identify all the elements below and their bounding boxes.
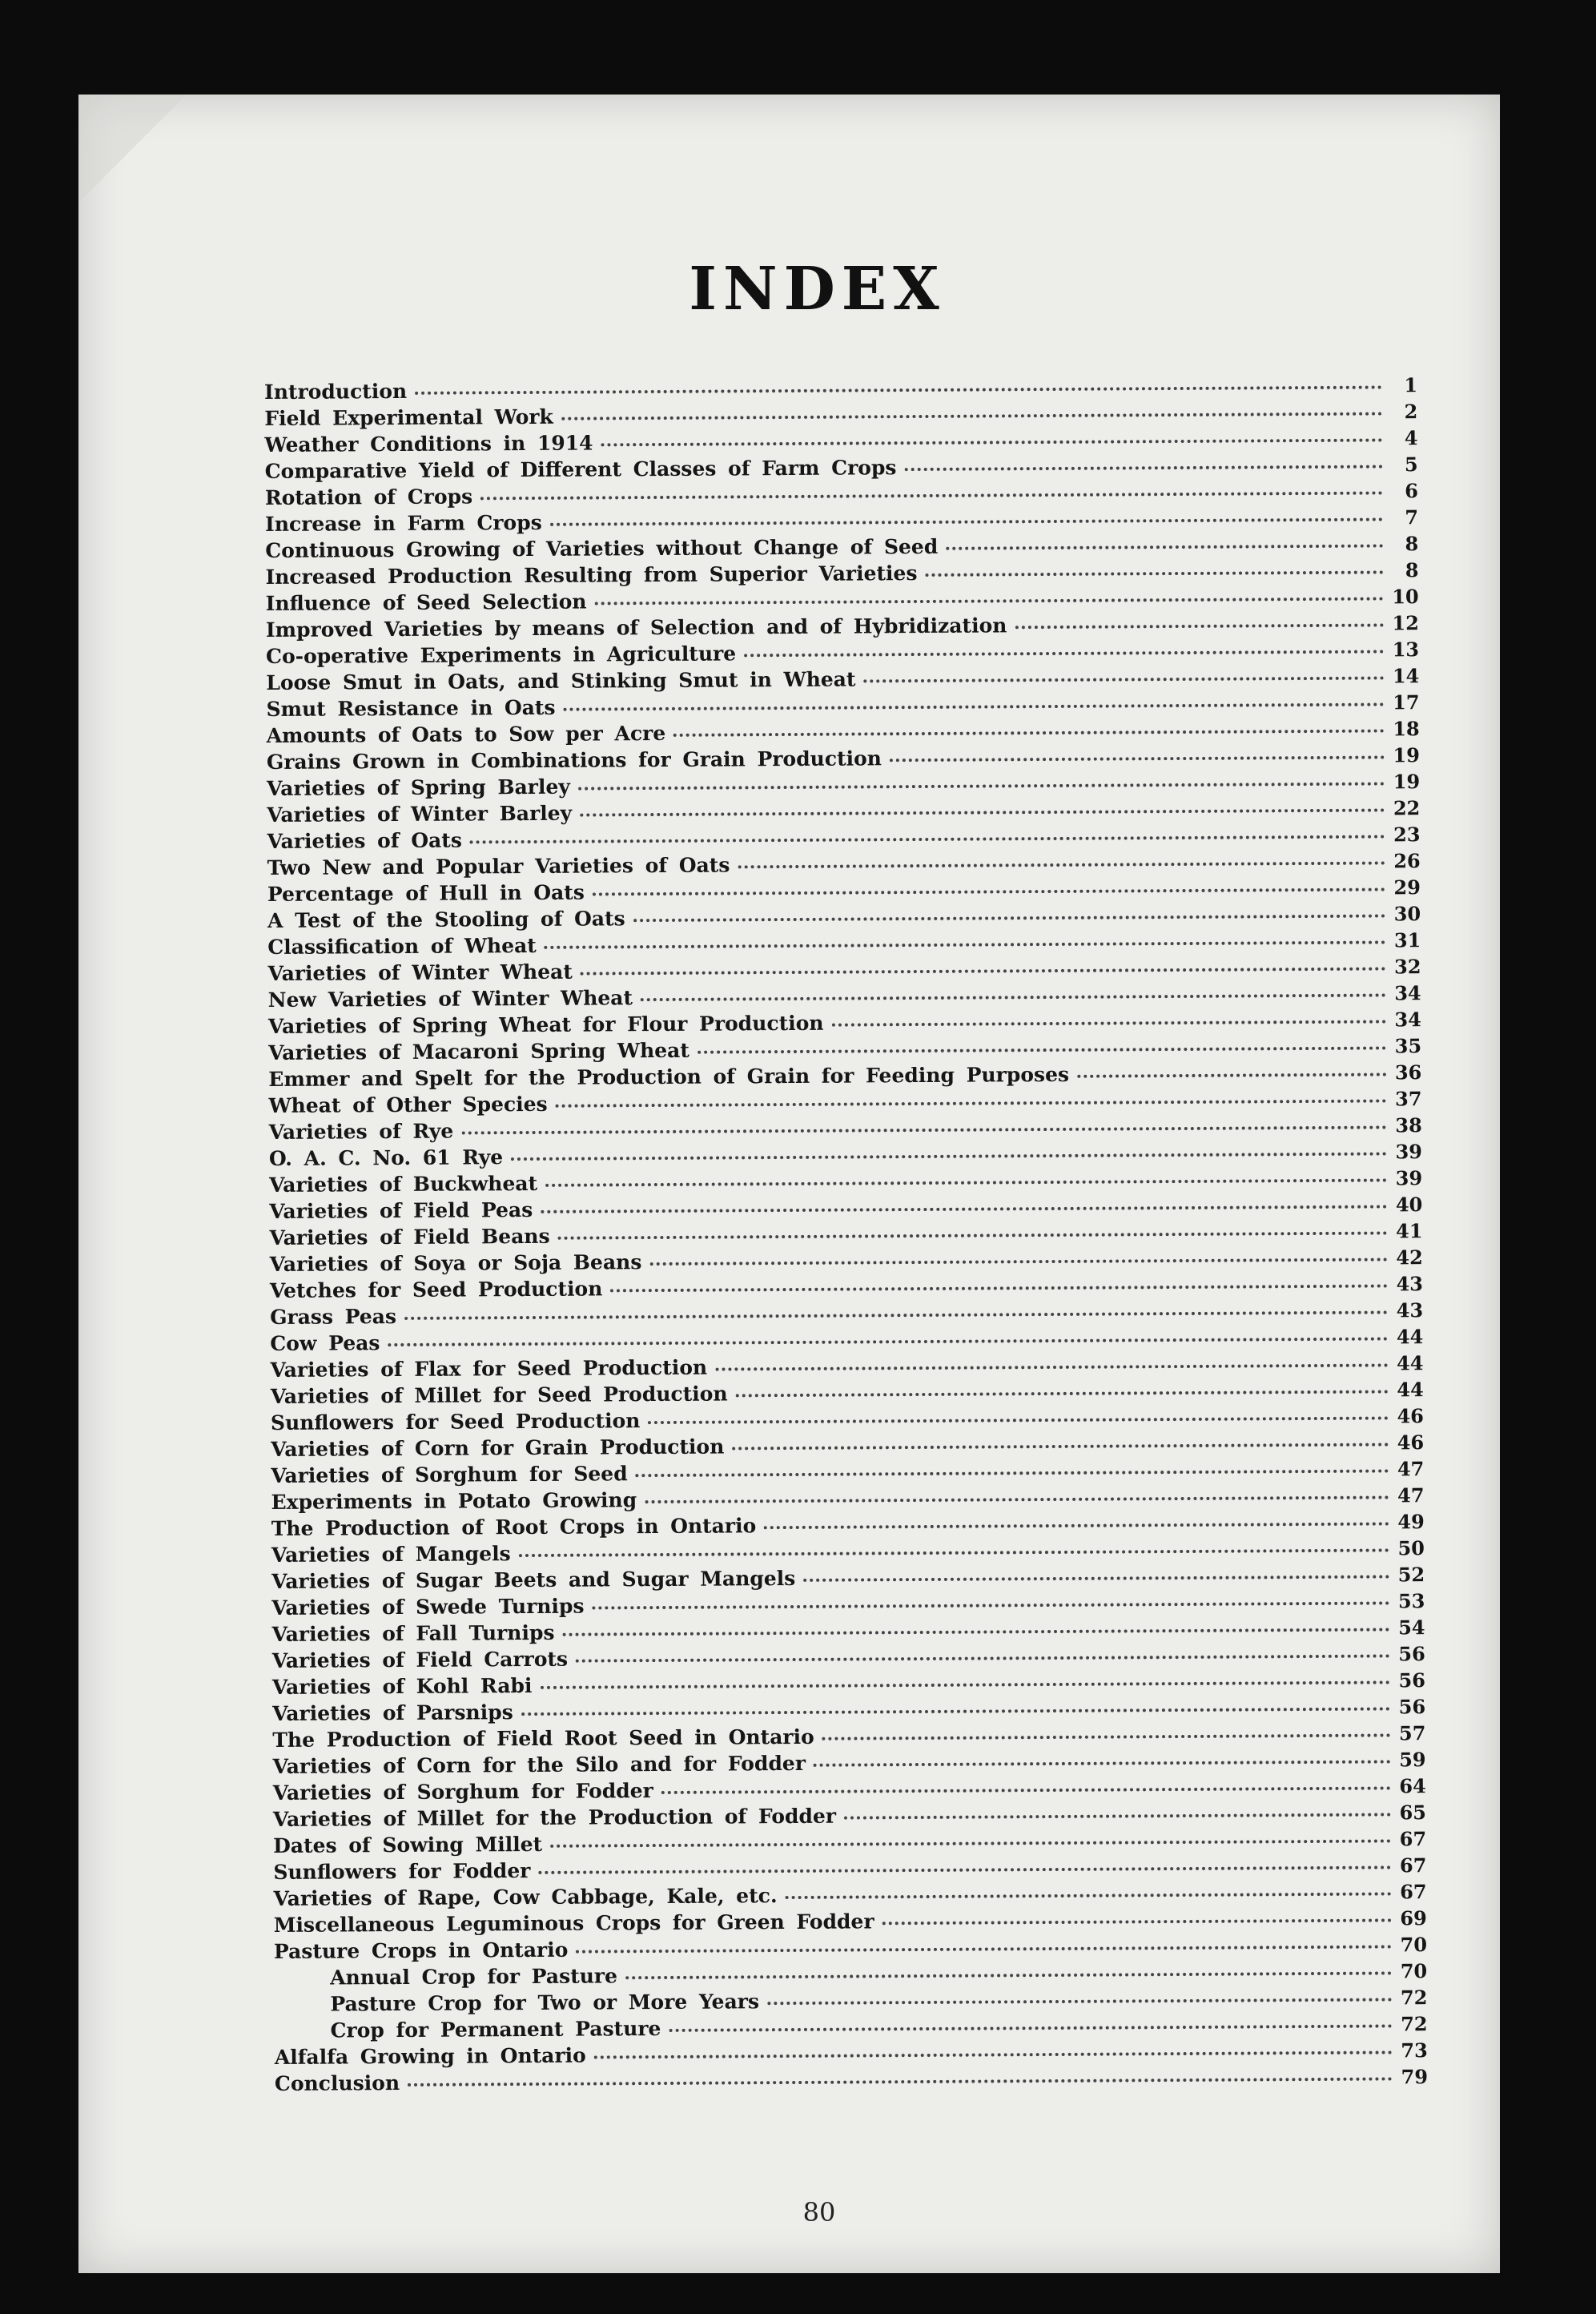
dot-leader — [404, 1310, 1388, 1320]
page-title: INDEX — [689, 255, 946, 324]
index-entry-label: Cow Peas — [270, 1331, 380, 1355]
dot-leader — [564, 702, 1385, 710]
index-entry-label: Varieties of Soya or Soja Beans — [269, 1250, 642, 1276]
index-entry-page-number: 67 — [1399, 1853, 1427, 1877]
dot-leader — [540, 1680, 1390, 1688]
index-entry-page-number: 40 — [1395, 1193, 1423, 1217]
index-entry-label: Varieties of Rape, Cow Cabbage, Kale, etc. — [273, 1884, 778, 1910]
index-entry-label: Varieties of Kohl Rabi — [271, 1673, 533, 1699]
index-entry-page-number: 67 — [1399, 1827, 1427, 1851]
dot-leader — [580, 808, 1385, 816]
dot-leader — [1015, 623, 1384, 629]
index-entry-page-number: 1 — [1404, 373, 1418, 397]
dot-leader — [732, 1443, 1389, 1450]
index-entry-page-number: 19 — [1393, 770, 1421, 794]
index-entry-label: Varieties of Flax for Seed Production — [270, 1355, 708, 1382]
index-entry-page-number: 37 — [1395, 1087, 1422, 1111]
dot-leader — [519, 1548, 1389, 1557]
index-entry-label: Loose Smut in Oats, and Stinking Smut in Wheat — [266, 667, 856, 694]
index-entry-label: O. A. C. No. 61 Rye — [268, 1145, 504, 1170]
index-entry-label: Varieties of Field Beans — [269, 1224, 550, 1250]
dot-leader — [946, 544, 1383, 549]
dot-leader — [415, 385, 1382, 394]
dot-leader — [925, 570, 1383, 576]
index-entry-label: Varieties of Field Carrots — [271, 1647, 569, 1672]
index-entry-label: Increase in Farm Crops — [265, 510, 542, 536]
index-entry-page-number: 18 — [1393, 717, 1420, 741]
index-entry-page-number: 13 — [1392, 638, 1420, 662]
index-entry-label: Vetches for Seed Production — [269, 1277, 603, 1302]
index-entry-page-number: 56 — [1398, 1642, 1425, 1666]
index-entry-page-number: 44 — [1397, 1351, 1424, 1375]
index-entry-page-number: 8 — [1405, 532, 1419, 556]
index-entry-label: Varieties of Corn for the Silo and for Fodder — [272, 1751, 806, 1778]
index-entry-label: Varieties of Parsnips — [272, 1700, 513, 1725]
index-entry-page-number: 44 — [1397, 1378, 1424, 1402]
dot-leader — [844, 1813, 1391, 1819]
index-entry-page-number: 39 — [1395, 1140, 1423, 1164]
dot-leader — [904, 465, 1382, 471]
dot-leader — [738, 861, 1385, 868]
index-entry-page-number: 34 — [1394, 1008, 1422, 1032]
index-entry-page-number: 35 — [1394, 1034, 1422, 1058]
index-entry-page-number: 17 — [1392, 690, 1420, 714]
dot-leader — [470, 835, 1385, 843]
index-entry-label: Introduction — [264, 379, 408, 404]
index-entry-label: Alfalfa Growing in Ontario — [274, 2043, 586, 2069]
index-entry-label: Varieties of Sorghum for Seed — [271, 1462, 628, 1487]
dot-leader — [736, 1390, 1389, 1397]
index-entry-page-number: 70 — [1400, 1959, 1428, 1983]
index-entry-page-number: 67 — [1400, 1880, 1427, 1904]
index-entry-page-number: 46 — [1397, 1431, 1425, 1455]
dot-leader — [538, 1865, 1391, 1874]
index-entry-label: Varieties of Winter Wheat — [267, 960, 573, 985]
index-entry-list — [264, 372, 1429, 2181]
dot-leader — [645, 1495, 1389, 1503]
dot-leader — [669, 2024, 1392, 2032]
index-entry-label: The Production of Root Crops in Ontario — [271, 1514, 757, 1540]
dot-leader — [576, 1945, 1392, 1953]
index-entry-page-number: 47 — [1397, 1483, 1425, 1507]
index-entry-page-number: 54 — [1398, 1616, 1425, 1640]
index-entry-page-number: 64 — [1399, 1774, 1426, 1798]
index-entry-page-number: 10 — [1392, 585, 1419, 609]
index-entry-page-number: 7 — [1405, 505, 1419, 529]
index-entry-page-number: 23 — [1393, 823, 1421, 847]
index-entry-page-number: 52 — [1397, 1563, 1425, 1587]
index-entry-page-number: 57 — [1398, 1721, 1426, 1745]
dot-leader — [562, 1628, 1389, 1636]
dot-leader — [882, 1918, 1392, 1925]
dot-leader — [521, 1707, 1390, 1716]
dot-leader — [388, 1337, 1388, 1346]
dot-leader — [625, 1971, 1392, 1979]
index-entry-label: Influence of Seed Selection — [265, 590, 587, 615]
index-entry-label: Weather Conditions in 1914 — [264, 431, 593, 457]
index-entry-label: Varieties of Millet for Seed Production — [270, 1382, 728, 1408]
dot-leader — [581, 967, 1386, 975]
index-entry-page-number: 72 — [1400, 1986, 1428, 2010]
dot-leader — [822, 1733, 1391, 1740]
dot-leader — [550, 1839, 1391, 1847]
dot-leader — [744, 650, 1384, 657]
dot-leader — [1077, 1072, 1386, 1077]
index-entry-page-number: 32 — [1394, 955, 1421, 979]
index-entry-page-number: 65 — [1399, 1801, 1427, 1825]
index-entry-label: Varieties of Sorghum for Fodder — [272, 1779, 653, 1805]
index-entry-page-number: 30 — [1393, 902, 1421, 926]
dot-leader — [673, 729, 1385, 736]
index-entry-page-number: 34 — [1394, 981, 1421, 1005]
dot-leader — [576, 1654, 1390, 1662]
index-entry-label: Amounts of Oats to Sow per Acre — [266, 721, 666, 747]
index-entry-label: Varieties of Corn for Grain Production — [271, 1435, 725, 1461]
dot-leader — [610, 1284, 1388, 1292]
dot-leader — [408, 2077, 1393, 2087]
index-entry-page-number: 39 — [1395, 1166, 1423, 1190]
index-entry-page-number: 72 — [1401, 2012, 1428, 2036]
dot-leader — [545, 940, 1386, 948]
index-entry-label: Rotation of Crops — [264, 485, 473, 509]
dot-leader — [593, 887, 1385, 895]
index-entry-label: Sunflowers for Fodder — [273, 1859, 531, 1884]
index-entry-page-number: 59 — [1399, 1748, 1426, 1772]
index-entry-label: A Test of the Stooling of Oats — [267, 907, 625, 932]
dot-leader — [601, 438, 1383, 446]
index-entry-page-number: 43 — [1396, 1298, 1424, 1322]
index-entry-label: Smut Resistance in Oats — [266, 695, 556, 721]
index-entry-page-number: 36 — [1394, 1060, 1422, 1085]
index-entry-label: Grains Grown in Combinations for Grain Production — [266, 747, 882, 774]
index-entry-page-number: 31 — [1393, 928, 1421, 952]
dot-leader — [814, 1760, 1391, 1766]
index-entry-label: Pasture Crops in Ontario — [273, 1938, 569, 1963]
index-entry-page-number: 70 — [1400, 1933, 1428, 1957]
dot-leader — [480, 491, 1383, 500]
index-entry-label: Varieties of Swede Turnips — [271, 1594, 585, 1620]
dot-leader — [832, 1020, 1386, 1026]
index-entry-label: Varieties of Oats — [267, 828, 462, 853]
dot-leader — [641, 993, 1386, 1001]
index-entry-label: Miscellaneous Leguminous Crops for Green Fodder — [273, 1910, 874, 1937]
index-entry-page-number: 4 — [1404, 426, 1418, 450]
dot-leader — [511, 1152, 1387, 1161]
dot-leader — [550, 517, 1383, 525]
dot-leader — [594, 2050, 1393, 2058]
dot-leader — [636, 1469, 1389, 1477]
index-entry-page-number: 46 — [1397, 1404, 1425, 1428]
index-entry-page-number: 56 — [1398, 1695, 1426, 1719]
dot-leader — [803, 1575, 1389, 1581]
index-entry-page-number: 26 — [1393, 849, 1421, 873]
index-entry-label: Varieties of Buckwheat — [269, 1171, 538, 1197]
dot-leader — [541, 1205, 1387, 1213]
index-entry-page-number: 44 — [1396, 1325, 1424, 1349]
dot-leader — [556, 1099, 1387, 1107]
index-entry-page-number: 29 — [1393, 875, 1421, 899]
index-entry-page-number: 47 — [1397, 1457, 1425, 1481]
index-entry-label: The Production of Field Root Seed in Ontario — [272, 1724, 814, 1752]
index-entry-label: Comparative Yield of Different Classes of Farm Crops — [264, 456, 897, 483]
dot-leader — [767, 1998, 1392, 2005]
index-entry-page-number: 79 — [1401, 2065, 1429, 2089]
index-entry-label: Co-operative Experiments in Agriculture — [266, 642, 737, 668]
index-entry-page-number: 5 — [1404, 453, 1418, 477]
index-entry-label: Continuous Growing of Varieties without Change of Seed — [265, 534, 939, 562]
index-page — [78, 95, 1500, 2273]
index-entry-label: Improved Varieties by means of Selection and of Hybridization — [265, 614, 1007, 642]
index-entry-page-number: 42 — [1396, 1246, 1423, 1270]
index-entry-page-number: 43 — [1396, 1272, 1424, 1296]
dot-leader — [633, 914, 1385, 922]
index-entry-page-number: 53 — [1397, 1589, 1425, 1613]
index-entry-label: Wheat of Other Species — [268, 1092, 548, 1117]
index-entry-label: Dates of Sowing Millet — [273, 1832, 543, 1857]
index-entry-page-number: 14 — [1392, 664, 1420, 688]
dot-leader — [561, 412, 1382, 420]
index-entry-page-number: 12 — [1392, 611, 1419, 635]
index-entry-label: Pasture Crop for Two or More Years — [330, 1990, 760, 2016]
index-entry-page-number: 2 — [1404, 400, 1418, 424]
dot-leader — [578, 782, 1385, 790]
index-entry-label: Varieties of Field Peas — [269, 1197, 533, 1223]
index-entry-label: Percentage of Hull in Oats — [267, 880, 585, 906]
index-entry-label: Varieties of Fall Turnips — [271, 1620, 555, 1646]
index-entry-page-number: 56 — [1398, 1668, 1426, 1692]
index-entry-label: Annual Crop for Pasture — [330, 1964, 618, 1990]
dot-leader — [697, 1046, 1386, 1053]
index-entry-label: New Varieties of Winter Wheat — [267, 986, 633, 1012]
dot-leader — [661, 1786, 1391, 1794]
index-entry-label: Field Experimental Work — [264, 404, 553, 430]
index-entry-label: Increased Production Resulting from Superior Varieties — [265, 561, 918, 589]
index-entry-page-number: 6 — [1405, 479, 1418, 503]
index-entry-label: Crop for Permanent Pasture — [330, 2017, 661, 2042]
index-entry-label: Varieties of Rye — [268, 1119, 454, 1144]
dot-leader — [786, 1892, 1392, 1899]
index-entry-label: Varieties of Spring Wheat for Flour Production — [267, 1011, 824, 1038]
dot-leader — [648, 1416, 1389, 1424]
dot-leader — [545, 1178, 1387, 1186]
index-entry-page-number: 50 — [1397, 1536, 1425, 1560]
index-entry-label: Two New and Popular Varieties of Oats — [267, 853, 730, 879]
dot-leader — [593, 1601, 1390, 1609]
dot-leader — [863, 676, 1384, 682]
index-entry-label: Classification of Wheat — [267, 933, 537, 959]
dot-leader — [649, 1258, 1387, 1266]
index-entry-page-number: 73 — [1401, 2038, 1428, 2062]
page-corner-crease — [78, 95, 187, 203]
index-entry-page-number: 69 — [1400, 1906, 1427, 1930]
index-entry-label: Varieties of Macaroni Spring Wheat — [268, 1038, 689, 1064]
dot-leader — [764, 1522, 1389, 1529]
index-entry-label: Emmer and Spelt for the Production of Grain for Feeding Purposes — [268, 1062, 1070, 1091]
index-entry-page-number: 8 — [1405, 558, 1419, 582]
index-entry-label: Varieties of Mangels — [271, 1542, 511, 1567]
index-entry-label: Varieties of Spring Barley — [267, 775, 570, 800]
page-number: 80 — [802, 2197, 836, 2227]
dot-leader — [558, 1231, 1388, 1239]
index-entry-label: Varieties of Sugar Beets and Sugar Mangels — [271, 1566, 796, 1593]
dot-leader — [890, 755, 1385, 762]
index-entry-page-number: 38 — [1395, 1113, 1422, 1137]
index-entry-page-number: 49 — [1397, 1510, 1425, 1534]
index-entry-label: Varieties of Winter Barley — [267, 801, 573, 827]
index-entry-label: Sunflowers for Seed Production — [270, 1409, 641, 1435]
index-entry-page-number: 19 — [1393, 743, 1420, 767]
index-entry-page-number: 22 — [1393, 796, 1421, 820]
index-entry-label: Varieties of Millet for the Production of Fodder — [272, 1804, 837, 1831]
index-entry-page-number: 41 — [1396, 1219, 1423, 1243]
index-entry-label: Grass Peas — [270, 1305, 397, 1329]
dot-leader — [595, 597, 1384, 605]
dot-leader — [461, 1125, 1386, 1134]
dot-leader — [715, 1363, 1388, 1370]
index-entry-label: Experiments in Potato Growing — [271, 1488, 637, 1514]
index-entry-label: Conclusion — [274, 2071, 400, 2095]
